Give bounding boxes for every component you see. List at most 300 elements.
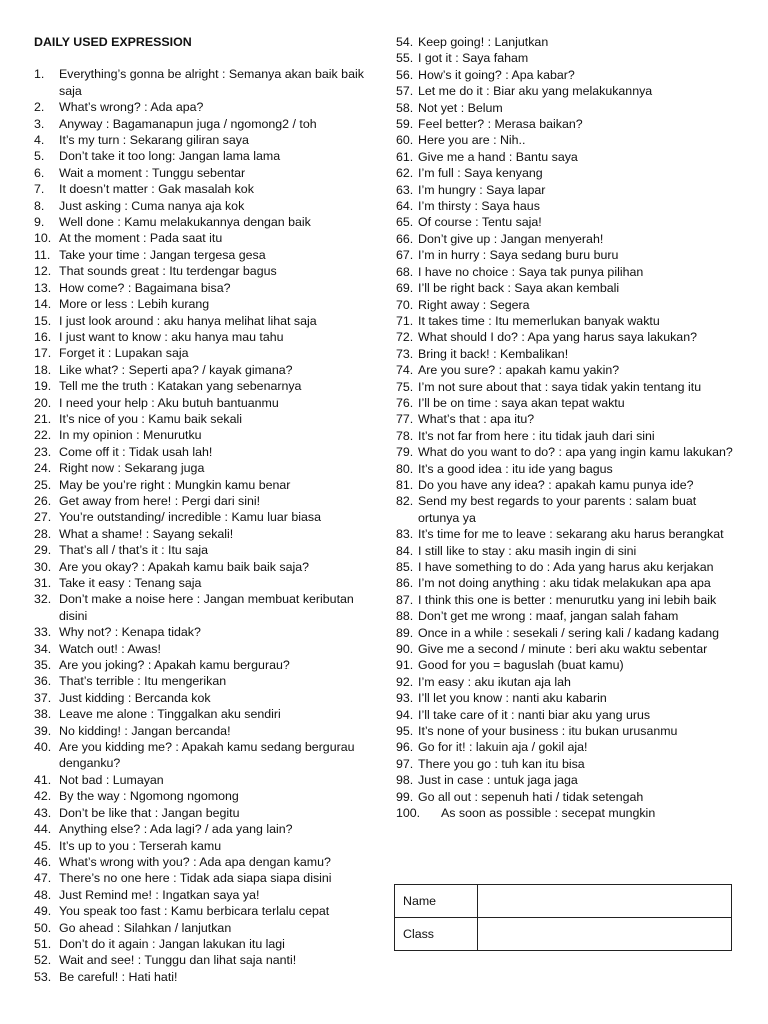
item-number: 61. — [396, 149, 414, 164]
item-number: 99. — [396, 789, 414, 804]
item-number: 24. — [34, 461, 52, 476]
item-number: 50. — [34, 920, 52, 935]
item-text: Here you are : Nih.. — [418, 133, 526, 148]
item-text: Don’t take it too long: Jangan lama lama — [59, 149, 281, 164]
expression-item — [34, 66, 379, 99]
expression-item — [34, 116, 379, 132]
item-text: Are you kidding me? : Apakah kamu sedang bergurau denganku? — [59, 740, 355, 771]
expression-item — [34, 378, 379, 394]
expression-item — [396, 707, 741, 723]
expression-item — [396, 789, 741, 805]
expression-item — [396, 493, 741, 526]
expression-item — [396, 657, 741, 673]
expression-item — [34, 198, 379, 214]
item-text: I still like to stay : aku masih ingin di sini — [418, 543, 637, 558]
expression-item — [34, 952, 379, 968]
item-text: As soon as possible : secepat mungkin — [441, 806, 656, 821]
item-number: 64. — [396, 199, 414, 214]
expression-item — [34, 903, 379, 919]
item-number: 4. — [34, 133, 45, 148]
item-number: 47. — [34, 871, 52, 886]
item-text: Go for it! : lakuin aja / gokil aja! — [418, 740, 588, 755]
item-number: 75. — [396, 379, 414, 394]
item-number: 30. — [34, 559, 52, 574]
expression-item — [34, 230, 379, 246]
expression-item — [34, 854, 379, 870]
item-text: Just Remind me! : Ingatkan saya ya! — [59, 887, 260, 902]
item-text: By the way : Ngomong ngomong — [59, 789, 239, 804]
item-text: Give me a hand : Bantu saya — [418, 149, 578, 164]
expression-item — [396, 280, 741, 296]
expression-item — [396, 264, 741, 280]
expression-item — [34, 706, 379, 722]
expression-item — [34, 296, 379, 312]
expression-item — [34, 887, 379, 903]
expression-list-left — [34, 66, 379, 985]
item-text: That’s all / that’s it : Itu saja — [59, 543, 208, 558]
item-number: 34. — [34, 641, 52, 656]
item-number: 81. — [396, 477, 414, 492]
item-text: Anyway : Bagamanapun juga / ngomong2 / toh — [59, 116, 317, 131]
expression-item — [396, 641, 741, 657]
item-number: 25. — [34, 477, 52, 492]
item-text: At the moment : Pada saat itu — [59, 231, 223, 246]
item-number: 27. — [34, 510, 52, 525]
item-text: Don’t give up : Jangan menyerah! — [418, 231, 604, 246]
item-text: Are you okay? : Apakah kamu baik baik saja? — [59, 559, 310, 574]
item-text: Just in case : untuk jaga jaga — [418, 773, 578, 788]
expression-item — [396, 67, 741, 83]
expression-item — [34, 936, 379, 952]
item-number: 66. — [396, 231, 414, 246]
item-text: I’ll take care of it : nanti biar aku yang urus — [418, 707, 651, 722]
expression-item — [396, 756, 741, 772]
item-text: What’s wrong with you? : Ada apa dengan kamu? — [59, 854, 331, 869]
item-number: 72. — [396, 330, 414, 345]
item-text: Wait and see! : Tunggu dan lihat saja nanti! — [59, 953, 297, 968]
item-text: Send my best regards to your parents : salam buat ortunya ya — [418, 494, 697, 525]
item-number: 91. — [396, 658, 414, 673]
expression-item — [34, 263, 379, 279]
name-class-form — [394, 884, 732, 951]
item-number: 80. — [396, 461, 414, 476]
item-text: You’re outstanding/ incredible : Kamu luar biasa — [59, 510, 321, 525]
item-number: 93. — [396, 691, 414, 706]
expression-item — [396, 132, 741, 148]
item-number: 100. — [396, 806, 421, 821]
item-text: I’m not sure about that : saya tidak yakin tentang itu — [418, 379, 702, 394]
expression-item — [396, 182, 741, 198]
expression-item — [34, 313, 379, 329]
item-number: 69. — [396, 281, 414, 296]
item-number: 79. — [396, 445, 414, 460]
item-number: 49. — [34, 904, 52, 919]
item-text: No kidding! : Jangan bercanda! — [59, 723, 231, 738]
item-text: What do you want to do? : apa yang ingin kamu lakukan? — [418, 445, 733, 460]
expression-item — [34, 723, 379, 739]
item-number: 59. — [396, 117, 414, 132]
expression-item — [34, 411, 379, 427]
item-number: 84. — [396, 543, 414, 558]
item-text: There’s no one here : Tidak ada siapa siapa disini — [59, 871, 332, 886]
expression-item — [396, 592, 741, 608]
item-number: 35. — [34, 658, 52, 673]
item-number: 13. — [34, 280, 52, 295]
right-column — [396, 34, 741, 822]
item-text: I’m thirsty : Saya haus — [418, 199, 540, 214]
item-number: 8. — [34, 198, 45, 213]
item-number: 10. — [34, 231, 52, 246]
item-text: What a shame! : Sayang sekali! — [59, 526, 234, 541]
expression-item — [396, 575, 741, 591]
item-text: It’s a good idea : itu ide yang bagus — [418, 461, 613, 476]
item-text: Not bad : Lumayan — [59, 772, 164, 787]
expression-item — [396, 231, 741, 247]
item-text: Leave me alone : Tinggalkan aku sendiri — [59, 707, 281, 722]
item-number: 97. — [396, 756, 414, 771]
item-number: 58. — [396, 100, 414, 115]
expression-item — [396, 411, 741, 427]
item-number: 29. — [34, 543, 52, 558]
item-number: 22. — [34, 428, 52, 443]
item-number: 73. — [396, 346, 414, 361]
expression-item — [396, 329, 741, 345]
expression-item — [34, 345, 379, 361]
item-number: 20. — [34, 395, 52, 410]
item-text: Tell me the truth : Katakan yang sebenarnya — [59, 379, 302, 394]
expression-item — [34, 460, 379, 476]
item-number: 68. — [396, 264, 414, 279]
item-text: I just look around : aku hanya melihat lihat saja — [59, 313, 317, 328]
item-number: 28. — [34, 526, 52, 541]
item-text: Watch out! : Awas! — [59, 641, 161, 656]
expression-item — [34, 526, 379, 542]
expression-item — [34, 132, 379, 148]
expression-item — [34, 247, 379, 263]
item-number: 78. — [396, 428, 414, 443]
item-text: Wait a moment : Tunggu sebentar — [59, 165, 246, 180]
expression-item — [34, 657, 379, 673]
item-number: 53. — [34, 969, 52, 984]
expression-item — [396, 379, 741, 395]
expression-item — [34, 920, 379, 936]
item-number: 85. — [396, 560, 414, 574]
expression-item — [396, 543, 741, 559]
item-text: It’s not far from here : itu tidak jauh dari sini — [418, 428, 655, 443]
name-field[interactable] — [478, 885, 732, 918]
item-number: 87. — [396, 592, 414, 607]
item-number: 60. — [396, 133, 414, 148]
item-number: 15. — [34, 313, 52, 328]
expression-item — [396, 723, 741, 739]
expression-item — [396, 625, 741, 641]
expression-item — [396, 247, 741, 263]
name-row — [395, 885, 732, 918]
item-number: 7. — [34, 182, 45, 197]
item-text: In my opinion : Menurutku — [59, 428, 202, 443]
item-number: 62. — [396, 166, 414, 181]
item-text: Are you sure? : apakah kamu yakin? — [418, 363, 620, 378]
item-text: Give me a second / minute : beri aku waktu sebentar — [418, 642, 708, 657]
item-number: 76. — [396, 395, 414, 410]
item-number: 14. — [34, 297, 52, 312]
item-text: Well done : Kamu melakukannya dengan baik — [59, 215, 311, 230]
item-number: 67. — [396, 248, 414, 263]
expression-item — [34, 148, 379, 164]
item-text: Why not? : Kenapa tidak? — [59, 625, 201, 640]
item-text: I’m full : Saya kenyang — [418, 166, 543, 181]
item-number: 9. — [34, 215, 45, 230]
expression-item — [396, 214, 741, 230]
document-title: DAILY USED EXPRESSION — [34, 35, 192, 49]
item-number: 89. — [396, 625, 414, 640]
item-text: Be careful! : Hati hati! — [59, 969, 178, 984]
item-text: I have no choice : Saya tak punya pilihan — [418, 264, 644, 279]
expression-item — [34, 509, 379, 525]
expression-item — [34, 821, 379, 837]
item-text: Take it easy : Tenang saja — [59, 576, 202, 590]
item-number: 70. — [396, 297, 414, 312]
item-text: Just asking : Cuma nanya aja kok — [59, 198, 245, 213]
expression-item — [396, 674, 741, 690]
expression-item — [396, 461, 741, 477]
item-number: 55. — [396, 51, 414, 66]
expression-item — [34, 624, 379, 640]
item-text: It takes time : Itu memerlukan banyak waktu — [418, 313, 660, 328]
item-number: 82. — [396, 494, 414, 509]
expression-item — [34, 99, 379, 115]
expression-item — [34, 280, 379, 296]
item-number: 39. — [34, 723, 52, 738]
item-text: It’s my turn : Sekarang giliran saya — [59, 133, 249, 148]
expression-item — [396, 83, 741, 99]
item-number: 5. — [34, 149, 45, 164]
expression-item — [396, 477, 741, 493]
expression-item — [396, 428, 741, 444]
item-text: Of course : Tentu saja! — [418, 215, 542, 230]
expression-item — [396, 100, 741, 116]
item-number: 96. — [396, 740, 414, 755]
item-text: What’s wrong? : Ada apa? — [59, 100, 204, 115]
item-text: Get away from here! : Pergi dari sini! — [59, 493, 261, 508]
item-text: Don’t do it again : Jangan lakukan itu lagi — [59, 936, 285, 951]
item-text: Don’t be like that : Jangan begitu — [59, 805, 240, 820]
expression-item — [396, 395, 741, 411]
item-text: I’m not doing anything : aku tidak melakukan apa apa — [418, 576, 711, 591]
item-text: Like what? : Seperti apa? / kayak gimana? — [59, 362, 293, 377]
expression-item — [396, 772, 741, 788]
item-number: 21. — [34, 411, 52, 426]
item-number: 90. — [396, 642, 414, 657]
item-number: 3. — [34, 116, 45, 131]
expression-item — [396, 526, 741, 542]
expression-item — [34, 772, 379, 788]
expression-item — [34, 805, 379, 821]
item-text: Don’t get me wrong : maaf, jangan salah faham — [418, 609, 679, 624]
expression-item — [34, 690, 379, 706]
item-text: That’s terrible : Itu mengerikan — [59, 674, 227, 689]
item-text: More or less : Lebih kurang — [59, 297, 210, 312]
item-text: I’m in hurry : Saya sedang buru buru — [418, 248, 619, 263]
expression-item — [34, 395, 379, 411]
item-text: Do you have any idea? : apakah kamu punya ide? — [418, 477, 694, 492]
item-number: 38. — [34, 707, 52, 722]
expression-item — [34, 788, 379, 804]
item-number: 23. — [34, 444, 52, 459]
expression-item — [34, 673, 379, 689]
item-text: I got it : Saya faham — [418, 51, 529, 66]
expression-item — [396, 739, 741, 755]
item-text: Go all out : sepenuh hati / tidak setengah — [418, 789, 644, 804]
expression-item — [34, 493, 379, 509]
expression-item — [396, 149, 741, 165]
item-text: You speak too fast : Kamu berbicara terlalu cepat — [59, 904, 330, 919]
item-text: What should I do? : Apa yang harus saya lakukan? — [418, 330, 697, 345]
item-text: It doesn’t matter : Gak masalah kok — [59, 182, 254, 197]
expression-list-right — [396, 34, 741, 822]
item-text: Don’t make a noise here : Jangan membuat keributan disini — [59, 592, 354, 623]
item-text: I’m hungry : Saya lapar — [418, 182, 546, 197]
item-number: 26. — [34, 493, 52, 508]
item-text: I’m easy : aku ikutan aja lah — [418, 674, 571, 689]
item-number: 31. — [34, 576, 52, 590]
item-text: What’s that : apa itu? — [418, 412, 535, 427]
item-text: Keep going! : Lanjutkan — [418, 35, 549, 49]
expression-item — [396, 346, 741, 362]
item-text: Go ahead : Silahkan / lanjutkan — [59, 920, 232, 935]
item-text: May be you’re right : Mungkin kamu benar — [59, 477, 291, 492]
item-text: Bring it back! : Kembalikan! — [418, 346, 569, 361]
item-text: I’ll let you know : nanti aku kabarin — [418, 691, 607, 706]
item-number: 65. — [396, 215, 414, 230]
item-text: It’s none of your business : itu bukan urusanmu — [418, 724, 678, 739]
item-number: 45. — [34, 838, 52, 853]
expression-item — [396, 559, 741, 575]
expression-item — [396, 34, 741, 50]
expression-item — [396, 313, 741, 329]
item-number: 56. — [396, 67, 414, 82]
expression-item — [34, 214, 379, 230]
item-text: I think this one is better : menurutku yang ini lebih baik — [418, 592, 717, 607]
expression-item — [34, 641, 379, 657]
expression-item — [34, 329, 379, 345]
expression-item — [396, 444, 741, 460]
item-text: How’s it going? : Apa kabar? — [418, 67, 575, 82]
expression-item — [34, 181, 379, 197]
item-number: 71. — [396, 313, 414, 328]
item-text: Are you joking? : Apakah kamu bergurau? — [59, 658, 290, 673]
item-text: It’s up to you : Terserah kamu — [59, 838, 222, 853]
class-row — [395, 918, 732, 951]
expression-item — [34, 870, 379, 886]
item-number: 43. — [34, 805, 52, 820]
item-text: Right away : Segera — [418, 297, 530, 312]
item-number: 33. — [34, 625, 52, 640]
item-text: Let me do it : Biar aku yang melakukannya — [418, 84, 653, 99]
expression-item — [396, 198, 741, 214]
item-number: 40. — [34, 740, 52, 755]
item-text: I need your help : Aku butuh bantuanmu — [59, 395, 279, 410]
expression-item — [34, 559, 379, 575]
item-text: Good for you = baguslah (buat kamu) — [418, 658, 624, 673]
item-text: Everything’s gonna be alright : Semanya akan baik baik saja — [59, 67, 364, 98]
item-number: 2. — [34, 100, 45, 115]
item-number: 6. — [34, 165, 45, 180]
item-number: 92. — [396, 674, 414, 689]
expression-item — [396, 805, 741, 821]
item-number: 74. — [396, 363, 414, 378]
left-column — [34, 34, 379, 985]
expression-item — [34, 969, 379, 985]
item-text: There you go : tuh kan itu bisa — [418, 756, 585, 771]
item-number: 98. — [396, 773, 414, 788]
item-number: 94. — [396, 707, 414, 722]
item-text: I’ll be right back : Saya akan kembali — [418, 281, 620, 296]
item-number: 18. — [34, 362, 52, 377]
expression-item — [396, 690, 741, 706]
item-text: I just want to know : aku hanya mau tahu — [59, 329, 284, 344]
item-number: 86. — [396, 576, 414, 591]
expression-item — [34, 362, 379, 378]
expression-item — [34, 444, 379, 460]
item-number: 37. — [34, 690, 52, 705]
class-label: Class — [395, 918, 478, 951]
expression-item — [34, 477, 379, 493]
item-text: Anything else? : Ada lagi? / ada yang lain? — [59, 822, 293, 837]
item-number: 17. — [34, 346, 52, 361]
expression-item — [34, 165, 379, 181]
item-text: I have something to do : Ada yang harus aku kerjakan — [418, 560, 714, 574]
expression-item — [396, 165, 741, 181]
expression-item — [396, 116, 741, 132]
item-text: Once in a while : sesekali / sering kali / kadang kadang — [418, 625, 719, 640]
item-text: It’s nice of you : Kamu baik sekali — [59, 411, 242, 426]
expression-item — [396, 362, 741, 378]
item-number: 16. — [34, 329, 52, 344]
item-number: 44. — [34, 822, 52, 837]
item-text: Feel better? : Merasa baikan? — [418, 117, 583, 132]
item-number: 88. — [396, 609, 414, 624]
expression-item — [34, 591, 379, 624]
item-number: 42. — [34, 789, 52, 804]
item-text: I’ll be on time : saya akan tepat waktu — [418, 395, 625, 410]
expression-item — [396, 297, 741, 313]
item-number: 52. — [34, 953, 52, 968]
item-number: 36. — [34, 674, 52, 689]
item-number: 1. — [34, 67, 45, 82]
item-number: 51. — [34, 936, 52, 951]
item-text: How come? : Bagaimana bisa? — [59, 280, 231, 295]
item-text: It’s time for me to leave : sekarang aku harus berangkat — [418, 527, 724, 542]
item-number: 54. — [396, 35, 414, 49]
item-number: 95. — [396, 724, 414, 739]
expression-item — [396, 608, 741, 624]
item-number: 32. — [34, 592, 52, 607]
item-text: Forget it : Lupakan saja — [59, 346, 189, 361]
expression-item — [34, 575, 379, 591]
item-number: 77. — [396, 412, 414, 427]
item-number: 46. — [34, 854, 52, 869]
expression-item — [34, 739, 379, 772]
item-text: Not yet : Belum — [418, 100, 503, 115]
item-text: Take your time : Jangan tergesa gesa — [59, 247, 266, 262]
item-number: 19. — [34, 379, 52, 394]
item-text: Just kidding : Bercanda kok — [59, 690, 211, 705]
item-number: 11. — [34, 247, 51, 262]
class-field[interactable] — [478, 918, 732, 951]
name-label: Name — [395, 885, 478, 918]
item-number: 63. — [396, 182, 414, 197]
